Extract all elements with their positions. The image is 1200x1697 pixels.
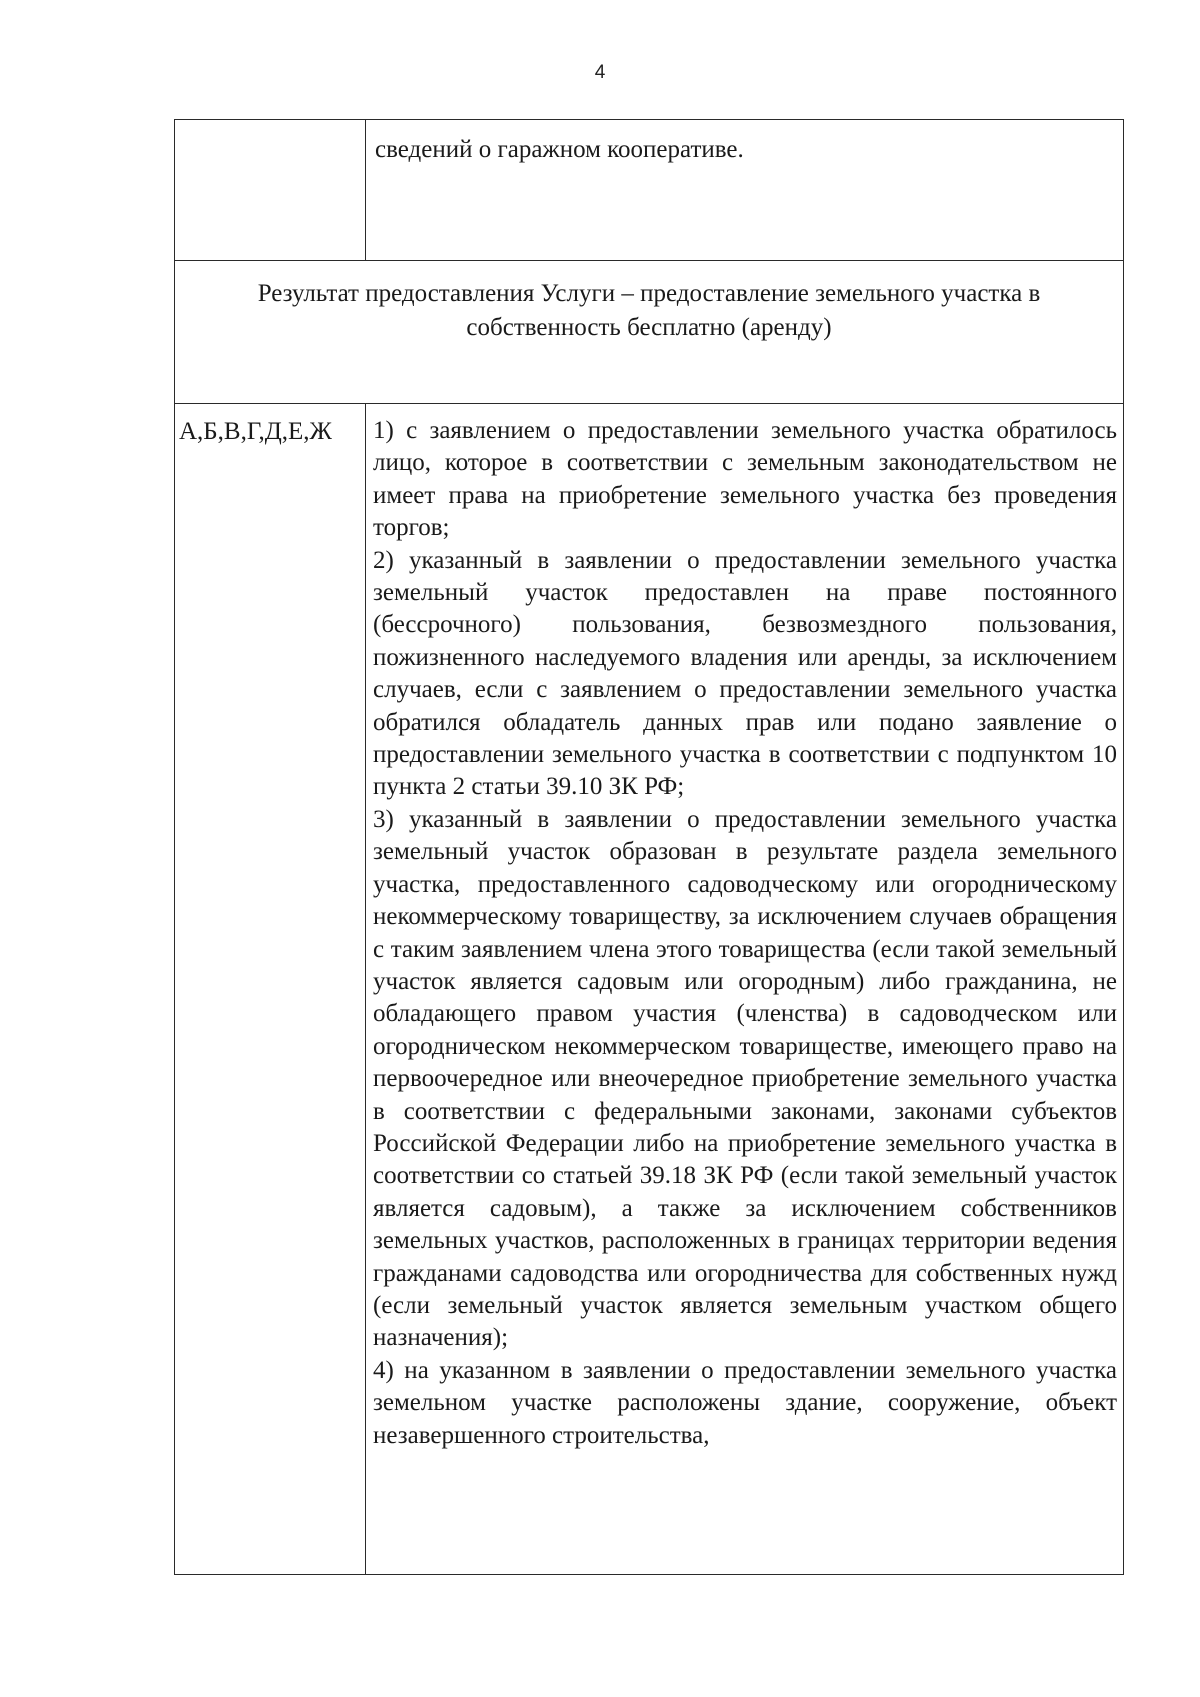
empty-cell bbox=[175, 120, 366, 261]
grounds-cell bbox=[366, 404, 1124, 1575]
ground-item-4: 4) на указанном в заявлении о предоставлении земельного участка земельном участке расположены здание, сооружение, объект незавершенного строительства, bbox=[373, 1356, 1117, 1449]
page-number: 4 bbox=[594, 62, 606, 83]
table-row bbox=[175, 120, 1124, 261]
applicants-cell bbox=[175, 404, 366, 1575]
continuation-text: сведений о гаражном кооперативе. bbox=[375, 136, 744, 163]
applicant-categories: А,Б,В,Г,Д,Е,Ж bbox=[179, 418, 332, 445]
grounds-table bbox=[174, 119, 1124, 1575]
section-header bbox=[175, 261, 1124, 404]
ground-item-2: 2) указанный в заявлении о предоставлении земельного участка земельный участок предоставлен на праве постоянного (бессрочного) пользования, безвозмездного пользования, пожизненного наследуемого владения или аренды, за исключением случаев, если с заявлением о предоставлении земельного участка обратился обладатель данных прав или подано заявление о предоставлении земельного участка в соответствии с подпунктом 10 пункта 2 статьи 39.10 ЗК РФ; bbox=[373, 546, 1117, 801]
section-header-text: Результат предоставления Услуги – предоставление земельного участка в собственность бесплатно (аренду) bbox=[257, 280, 1041, 341]
table-row bbox=[175, 404, 1124, 1575]
ground-item-1: 1) с заявлением о предоставлении земельного участка обратилось лицо, которое в соответствии с земельным законодательством не имеет права на приобретение земельного участка без проведения торгов; bbox=[373, 417, 1117, 542]
continuation-cell bbox=[366, 120, 1124, 261]
table-row bbox=[175, 261, 1124, 404]
ground-item-3: 3) указанный в заявлении о предоставлении земельного участка земельный участок образован в результате раздела земельного участка, предоставленного садоводческому или огородническому некоммерческому товариществу, за исключением случаев обращения с таким заявлением члена этого товарищества (если такой земельный участок является садовым или огородным) либо гражданина, не обладающего правом участия (членства) в садоводческом или огородническом некоммерческом товариществе, имеющего право на первоочередное или внеочередное приобретение земельного участка в соответствии с федеральными законами, законами субъектов Российской Федерации либо на приобретение земельного участка в соответствии со статьей 39.18 ЗК РФ (если такой земельный участок является садовым), а также за исключением собственников земельных участков, расположенных в границах территории ведения гражданами садоводства или огородничества для собственных нужд (если земельный участок является земельным участком общего назначения); bbox=[373, 805, 1117, 1352]
